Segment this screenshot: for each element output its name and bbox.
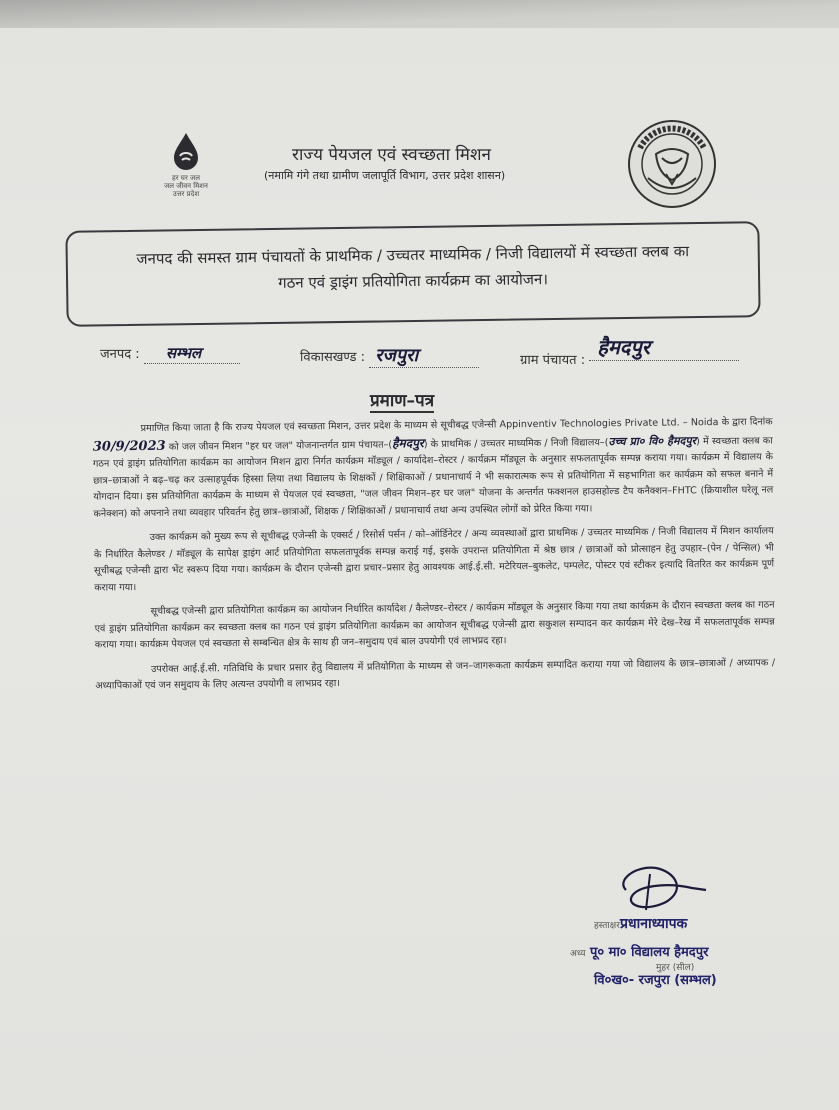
- banner-line-2: गठन एवं ड्राइंग प्रतियोगिता कार्यक्रम का आयोजन।: [278, 270, 549, 292]
- principal-label: अध्य: [570, 949, 586, 959]
- logo-caption-3: उत्तर प्रदेश: [172, 190, 200, 198]
- district-field: [100, 343, 240, 373]
- paragraph-3: सूचीबद्ध एजेन्सी द्वारा प्रतियोगिता कार्यक्रम का आयोजन निर्धारित कार्यादेश / कैलेण्डर–रोस्टर / कार्यक्रम मॉड्यूल के अनुसार किया गया तथा कार्यक्रम के दौरान स्वच्छता क्लब का गठन एवं ड्राइंग प्रतियोगिता कार्यक्रम कर स्वच्छता क्लब का गठन एवं ड्राइंग प्रतियोगिता कार्यक्रम का आयोजन सूचीबद्ध एजेन्सी द्वारा सकुशल सम्पादन कर कार्यक्रम मेरे देख–रेख में सफलतापूर्वक सम्पन्न कराया गया। कार्यक्रम पेयजल एवं स्वच्छता से सम्बन्धित क्षेत्र के साथ ही जन–समुदाय एवं बाल उपयोगी एवं लाभप्रद रहा।: [94, 599, 775, 651]
- paragraph-1: [93, 414, 774, 522]
- paragraph-2: उक्त कार्यक्रम को मुख्य रूप से सूचीबद्ध एजेन्सी के एक्सर्ट / रिसोर्स पर्सन / को–ऑर्डिनेटर / अन्य व्यवस्थाओं द्वारा प्राथमिक / उच्चतर माध्यमिक / निजी विद्यालय में मिशन कार्यालय के निर्धारित कैलेण्डर / मॉड्यूल के सापेक्ष ड्राइंग आर्ट प्रतियोगिता सफलतापूर्वक सम्पन्न कराई गई, इसके उपरान्त प्रतियोगिता में श्रेष्ठ छात्र / छात्राओं को प्रोत्साहन हेतु उपहार–(पेन / पेन्सिल) भी सूचीबद्ध एजेन्सी द्वारा भेंट स्वरूप दिया गया। कार्यक्रम के दौरान एजेन्सी द्वारा प्रचार–प्रसार हेतु आवश्यक आई.ई.सी. मटेरियल–बुकलेट, पम्पलेट, पोस्टर एवं स्टीकर इत्यादि वितरित कर कार्यक्रम पूर्ण कराया गया।: [93, 525, 775, 594]
- stamp-block-district: वि०ख०- रजपुरा (सम्भल): [594, 973, 717, 988]
- panchayat-label: ग्राम पंचायत :: [520, 353, 586, 368]
- water-drop-icon: [171, 132, 201, 170]
- paragraph-1-part-a: प्रमाणित किया जाता है कि राज्य पेयजल एवं स्वच्छता मिशन, उत्तर प्रदेश के माध्यम से सूचीबद्ध एजेन्सी Appinventiv Technologies Private Ltd. – Noida के द्वारा दिनांक: [140, 416, 773, 435]
- handwritten-date: 30/9/2023: [92, 438, 166, 455]
- handwritten-school: उच्च प्रा० वि० हैमदपुर: [608, 433, 697, 448]
- handwritten-panchayat: हैमदपुर: [392, 435, 424, 450]
- sign-label: हस्ताक्षर: [594, 921, 620, 931]
- banner-line-1: जनपद की समस्त ग्राम पंचायतों के प्राथमिक / उच्चतर माध्यमिक / निजी विद्यालयों में स्वच्छता क्लब का: [136, 242, 690, 268]
- block-label: विकासखण्ड :: [300, 350, 366, 365]
- seal-label: मुहर (सील): [656, 963, 695, 973]
- handwritten-signature: [606, 860, 716, 920]
- up-government-emblem-icon: [626, 118, 718, 210]
- har-ghar-jal-logo: [158, 132, 214, 212]
- stamp-school-name: पू० मा० विद्यालय हैमदपुर: [590, 945, 709, 960]
- certificate-body: [93, 414, 776, 703]
- signature-block: [570, 860, 786, 1000]
- logo-caption-1: हर घर जल: [172, 174, 200, 182]
- block-field: [300, 343, 479, 373]
- stamp-designation: प्रधानाध्यापक: [620, 916, 688, 932]
- paragraph-4: उपरोक्त आई.ई.सी. गतिविधि के प्रचार प्रसार हेतु विद्यालय में प्रतियोगिता के माध्यम से जन–जागरूकता कार्यक्रम सम्पादित कराया गया जो विद्यालय के छात्र–छात्राओं / अध्यापक / अध्यापिकाओं एवं जन समुदाय के लिए अत्यन्त उपयोगी व लाभप्रद रहा।: [95, 656, 776, 692]
- panchayat-field: [520, 335, 739, 373]
- district-label: जनपद :: [100, 347, 140, 362]
- paragraph-1-part-c: ) के प्राथमिक / उच्चतर माध्यमिक / निजी विद्यालय–(: [423, 436, 609, 450]
- block-value: रजपुरा: [369, 343, 479, 368]
- mission-title: राज्य पेयजल एवं स्वच्छता मिशन: [292, 145, 491, 165]
- panchayat-value: हैमदपुर: [589, 333, 739, 361]
- paragraph-1-part-b: को जल जीवन मिशन "हर घर जल" योजनान्तर्गत ग्राम पंचायत–(: [168, 438, 393, 453]
- program-banner: [65, 221, 760, 327]
- paragraph-1-part-d: ) में स्वच्छता क्लब का गठन एवं ड्राइंग प्रतियोगिता कार्यक्रम का आयोजन मिशन द्वारा निर्गत कार्यक्रम मॉड्यूल / कार्यादेश–रोस्टर / कार्यक्रम मॉड्यूल के अनुसार सफलतापूर्वक सम्पन्न कराया गया। कार्यक्रम में विद्यालय के छात्र–छात्राओं ने बढ़–चढ़ कर उत्साहपूर्वक हिस्सा लिया तथा विद्यालय के शिक्षकों / शिक्षिकाओं / प्रधानाचार्य ने भी सकारात्मक रूप से प्रतियोगिता में सहभागिता कर कार्यक्रम को सफल बनाने में योगदान दिया। इस प्रतियोगिता कार्यक्रम के माध्यम से पेयजल एवं स्वच्छता, "जल जीवन मिशन–हर घर जल" योजना के अन्तर्गत फक्शनल हाउसहोल्ड टैप कनैक्शन–FHTC (क्रियाशील घरेलू नल कनेक्शन) को अपनाने तथा व्यवहार परिवर्तन हेतु छात्र–छात्राओं, शिक्षक / शिक्षिकाओं / प्रधानाचार्य तथा अन्य उपस्थित लोगों को प्रेरित किया गया।: [92, 434, 774, 520]
- district-value: सम्भल: [144, 343, 240, 364]
- logo-caption-2: जल जीवन मिशन: [164, 182, 208, 190]
- certificate-title: प्रमाण–पत्र: [370, 388, 434, 413]
- mission-subtitle: (नमामि गंगे तथा ग्रामीण जलापूर्ति विभाग, उत्तर प्रदेश शासन): [264, 169, 506, 182]
